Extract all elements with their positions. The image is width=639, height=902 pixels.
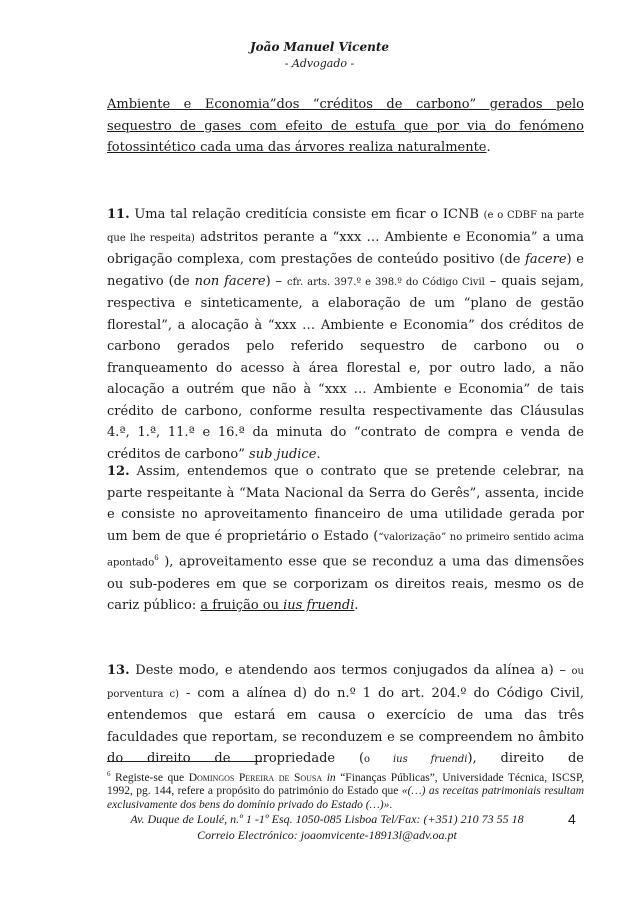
paragraph-text: Deste modo, e atendendo aos termos conjugados da alínea a) – <box>129 663 572 678</box>
paragraph-text: – quais sejam, respectiva e sinteticamente, a elaboração de um “plano de gestão florestal”, a alocação à “xxx … Ambiente e Economia” dos créditos de carbono gerados pelo referido sequestro de carbono ou o franqueamento do acesso à área florestal e, por outro lado, a não alocação a outrém que não à “xxx … Ambiente e Economia” de tais crédito de carbono, conforme resulta respectivamente das Cláusulas 4.ª, 1.ª, 11.ª e 16.ª da minuta do “contrato de compra e venda de créditos de carbono” <box>107 273 584 462</box>
paragraph-end: . <box>354 598 359 614</box>
footnote-text: Registe-se que <box>110 771 189 784</box>
footnote-marker: 6 <box>107 770 111 778</box>
parenthetical-note: o <box>364 754 393 765</box>
paragraph-text: - com a alínea d) do n.º 1 do art. 204.º do Código Civil, entendemos que estará em causa o exercício de uma das três faculdades que reportam, se reconduzem e se compreendem no âmbito do direito de propriedade ( <box>107 685 585 766</box>
paragraph-number: 13. <box>107 663 130 678</box>
parenthetical-note: ou porventura c) <box>107 666 584 700</box>
underlined-text: Ambiente e Economia”dos “créditos de carbono” gerados pelo sequestro de gases com efeito de estufa que por via do fenómeno fotossintético cada uma das árvores realiza naturalmente <box>107 97 584 155</box>
footnote-end: . <box>389 798 393 811</box>
cited-author: Domingos Pereira de Sousa <box>188 771 323 784</box>
paragraph-text: Uma tal relação creditícia consiste em ficar o ICNB <box>129 207 484 222</box>
paragraph-11 <box>107 204 584 465</box>
latin-term: ius fruendi <box>283 598 355 614</box>
paragraph-end: . <box>316 446 321 462</box>
paragraph-text: ), direito de <box>467 751 584 766</box>
parenthetical-note: (e o CDBF na parte que lhe respeita) <box>107 210 584 244</box>
paragraph-number: 12. <box>107 464 130 479</box>
paragraph-text: Assim, entendemos que o contrato que se pretende celebrar, na parte respeitante à “Mata Nacional da Serra do Gerês”, assenta, incide e consiste no aproveitamento financeiro de uma utilidade gerada por um bem de que é proprietário o Estado ( <box>107 464 584 544</box>
paragraph-text: adstritos perante a “xxx … Ambiente e Economia” a uma obrigação complexa, com prestações de conteúdo positivo (de <box>107 229 584 267</box>
footer-email: Correio Electrónico: joaomvicente-18913l@adv.oa.pt <box>197 828 457 842</box>
paragraph-13 <box>107 660 584 771</box>
footnote-quote: «(…) as receitas patrimoniais resultam exclusivamente dos bens do domínio privado do Estado (…)» <box>107 785 584 811</box>
underlined-text: a fruição ou <box>200 598 284 614</box>
page-number: 4 <box>568 811 576 827</box>
paragraph-text: ) – <box>265 273 287 289</box>
parenthetical-note: “valorização” no primeiro sentido acima apontado <box>107 531 584 569</box>
footnote-text: “Finanças Públicas”, Universidade Técnica, ISCSP, 1992, pg. 144, refere a propósito do património do Estado que <box>107 771 585 798</box>
latin-term: sub judice <box>249 446 317 462</box>
header-author-role: - Advogado - <box>284 57 355 70</box>
paragraph-text: ), aproveitamento esse que se reconduz a uma das dimensões ou sub-poderes em que se corporizam os direitos reais, mesmo os de cariz público: <box>107 554 584 614</box>
footnote-6 <box>107 768 584 812</box>
latin-term: non facere <box>194 273 266 289</box>
legal-reference: cfr. arts. 397.º e 398.º do Código Civil <box>286 276 485 288</box>
footnote-italic: in <box>326 771 336 784</box>
paragraph-12 <box>107 461 584 617</box>
paragraph-number: 11. <box>107 207 130 222</box>
latin-term: facere <box>525 252 567 267</box>
footnote-divider <box>107 761 262 762</box>
paragraph-end: . <box>486 140 491 155</box>
footnote-reference: 6 <box>154 554 159 562</box>
paragraph-continuation <box>107 94 584 159</box>
latin-term: ius fruendi <box>392 754 468 765</box>
paragraph-text: ) e negativo (de <box>107 252 584 289</box>
footer-address: Av. Duque de Loulé, n.º 1 -1º Esq. 1050-085 Lisboa Tel/Fax: (+351) 210 73 55 18 <box>130 812 524 826</box>
header-author-name: João Manuel Vicente <box>249 40 390 54</box>
